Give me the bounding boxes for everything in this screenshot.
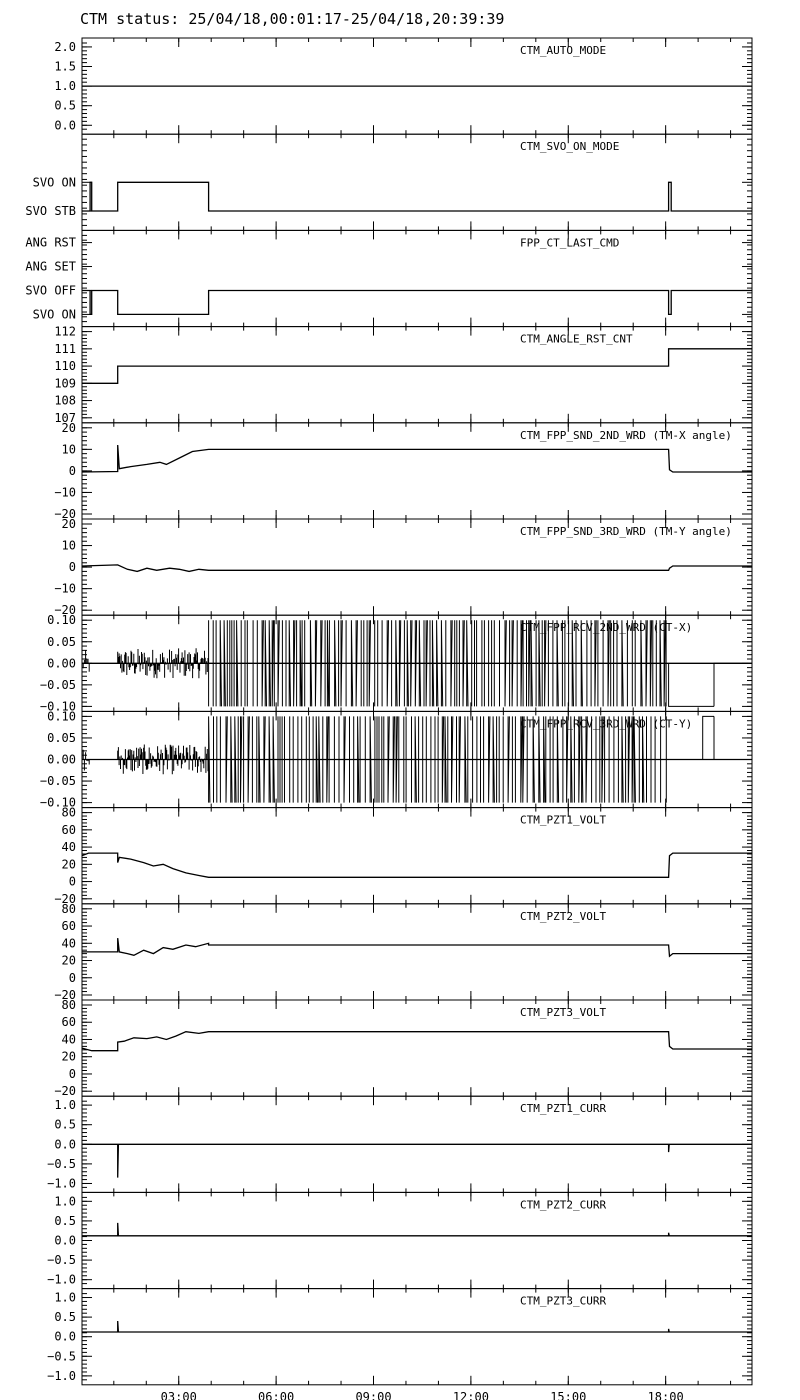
panel-10-ytick-label: 0 (68, 1066, 76, 1081)
panel-4-series-line (82, 445, 752, 472)
panel-2-name: FPP_CT_LAST_CMD (520, 236, 620, 250)
panel-11-ytick-label: 0.5 (54, 1117, 76, 1132)
panel-5-ytick-label: −10 (54, 581, 76, 596)
panel-3-name: CTM_ANGLE_RST_CNT (520, 332, 633, 346)
panel-9-ytick-label: −20 (54, 988, 76, 1002)
panel-1-ytick-label: SVO ON (32, 175, 76, 190)
panel-13-name: CTM_PZT3_CURR (520, 1294, 607, 1308)
panel-3-ytick-label: 110 (54, 359, 76, 374)
panel-13-series-line (82, 1321, 752, 1332)
panel-8-ytick-label: 60 (61, 822, 76, 837)
panel-10-series-line (82, 1032, 752, 1051)
panel-11-ytick-label: 1.0 (54, 1098, 76, 1113)
panel-3-ytick-label: 111 (54, 341, 76, 356)
panel-3-series-line (82, 349, 752, 384)
panel-12-ytick-label: 1.0 (54, 1194, 76, 1209)
panel-3-ytick-label: 107 (54, 410, 76, 425)
x-tick-label: 06:00 (258, 1389, 295, 1400)
panel-8-ytick-label: 40 (61, 840, 76, 855)
panel-4-ytick-label: 0 (68, 463, 76, 478)
panel-9-ytick-label: 60 (61, 919, 76, 934)
x-tick-label: 18:00 (647, 1389, 684, 1400)
panel-5-ytick-label: 10 (61, 538, 76, 553)
panel-3-ytick-label: 112 (54, 324, 76, 339)
panel-5-series-line (82, 565, 752, 572)
panel-8-name: CTM_PZT1_VOLT (520, 813, 607, 827)
panel-0-ytick-label: 0.5 (54, 98, 76, 113)
panel-5-ytick-label: 20 (61, 517, 76, 531)
panel-10-ytick-label: 60 (61, 1015, 76, 1030)
panel-10-frame (82, 1000, 752, 1096)
panel-9-ytick-label: 40 (61, 936, 76, 951)
panel-0-name: CTM_AUTO_MODE (520, 44, 607, 57)
panel-12-ytick-label: 0.0 (54, 1233, 76, 1248)
panel-6-ytick-label: 0.10 (47, 613, 76, 628)
x-tick-label: 15:00 (550, 1389, 587, 1400)
panel-9-name: CTM_PZT2_VOLT (520, 909, 607, 923)
panel-2-ytick-label: ANG SET (25, 259, 76, 274)
panel-0-ytick-label: 2.0 (54, 39, 76, 54)
panel-1-ytick-label: SVO STB (25, 204, 76, 219)
panel-4-ytick-label: −20 (54, 507, 76, 521)
panel-12-series-line (82, 1223, 752, 1236)
panel-9-series-line (82, 938, 752, 956)
panel-11-series-line (82, 1144, 752, 1177)
panel-8-ytick-label: 0 (68, 874, 76, 889)
panel-4-name: CTM_FPP_SND_2ND_WRD (TM-X angle) (520, 428, 732, 442)
panel-5-ytick-label: 0 (68, 560, 76, 575)
panel-4-ytick-label: 20 (61, 420, 76, 435)
panel-2-ytick-label: SVO OFF (25, 283, 76, 298)
panel-6-ytick-label: −0.10 (39, 699, 76, 714)
panel-8-ytick-label: 20 (61, 857, 76, 872)
panel-7-ytick-label: −0.10 (39, 795, 76, 810)
panel-6-ytick-label: 0.00 (47, 656, 76, 671)
panel-3-frame (82, 327, 752, 423)
panel-2-ytick-label: ANG RST (25, 235, 76, 250)
panel-13-ytick-label: 0.0 (54, 1329, 76, 1344)
panel-11-ytick-label: −0.5 (47, 1156, 76, 1171)
panel-9-ytick-label: 80 (61, 901, 76, 916)
panel-3-ytick-label: 108 (54, 393, 76, 408)
panel-12-name: CTM_PZT2_CURR (520, 1198, 607, 1212)
panel-7-ytick-label: 0.10 (47, 709, 76, 724)
panel-5-name: CTM_FPP_SND_3RD_WRD (TM-Y angle) (520, 525, 732, 538)
panel-10-ytick-label: 80 (61, 998, 76, 1012)
panel-7-ytick-label: 0.05 (47, 730, 76, 745)
panel-2-frame (82, 230, 752, 326)
panel-8-ytick-label: 80 (61, 805, 76, 820)
panel-8-series-line (82, 853, 752, 877)
x-tick-label: 12:00 (452, 1389, 489, 1400)
panel-12-ytick-label: −1.0 (47, 1272, 76, 1287)
panel-2-series-line (82, 291, 752, 315)
panel-6-ytick-label: −0.05 (39, 677, 76, 692)
panel-9-ytick-label: 20 (61, 953, 76, 968)
panel-8-ytick-label: −20 (54, 891, 76, 906)
panel-3-ytick-label: 109 (54, 376, 76, 391)
panel-13-ytick-label: 1.0 (54, 1290, 76, 1305)
panel-12-ytick-label: −0.5 (47, 1253, 76, 1268)
panel-0-ytick-label: 0.0 (54, 118, 76, 133)
panel-7-name: CTM_FPP_RCV_3RD_WRD (CT-Y) (520, 717, 693, 731)
panel-11-name: CTM_PZT1_CURR (520, 1102, 607, 1116)
page-title: CTM status: 25/04/18,00:01:17-25/04/18,20:39:39 (80, 10, 505, 28)
panel-6-ytick-label: 0.05 (47, 634, 76, 649)
panel-0-ytick-label: 1.5 (54, 59, 76, 74)
panel-10-ytick-label: 40 (61, 1032, 76, 1047)
panel-13-frame (82, 1289, 752, 1385)
panel-10-ytick-label: −20 (54, 1084, 76, 1099)
panel-9-ytick-label: 0 (68, 970, 76, 985)
panel-1-name: CTM_SVO_ON_MODE (520, 140, 620, 154)
panel-11-ytick-label: −1.0 (47, 1176, 76, 1191)
panel-11-ytick-label: 0.0 (54, 1137, 76, 1152)
panel-1-series-line (82, 182, 752, 211)
x-tick-label: 09:00 (355, 1389, 392, 1400)
panel-13-ytick-label: −0.5 (47, 1349, 76, 1364)
panel-7-ytick-label: −0.05 (39, 774, 76, 789)
panel-13-ytick-label: −1.0 (47, 1368, 76, 1383)
panel-10-ytick-label: 20 (61, 1049, 76, 1064)
panel-4-ytick-label: −10 (54, 485, 76, 500)
panel-12-frame (82, 1192, 752, 1288)
panel-13-ytick-label: 0.5 (54, 1310, 76, 1325)
panel-8-frame (82, 808, 752, 904)
panel-4-ytick-label: 10 (61, 442, 76, 457)
x-tick-label: 03:00 (160, 1389, 197, 1400)
panel-7-ytick-label: 0.00 (47, 752, 76, 767)
panel-0-ytick-label: 1.0 (54, 79, 76, 94)
panel-10-name: CTM_PZT3_VOLT (520, 1006, 607, 1019)
panel-6-name: CTM_FPP_RCV_2ND_WRD (CT-X) (520, 621, 693, 635)
panel-12-ytick-label: 0.5 (54, 1213, 76, 1228)
panel-9-frame (82, 904, 752, 1000)
panel-2-ytick-label: SVO ON (32, 307, 76, 322)
panel-5-ytick-label: −20 (54, 603, 76, 618)
